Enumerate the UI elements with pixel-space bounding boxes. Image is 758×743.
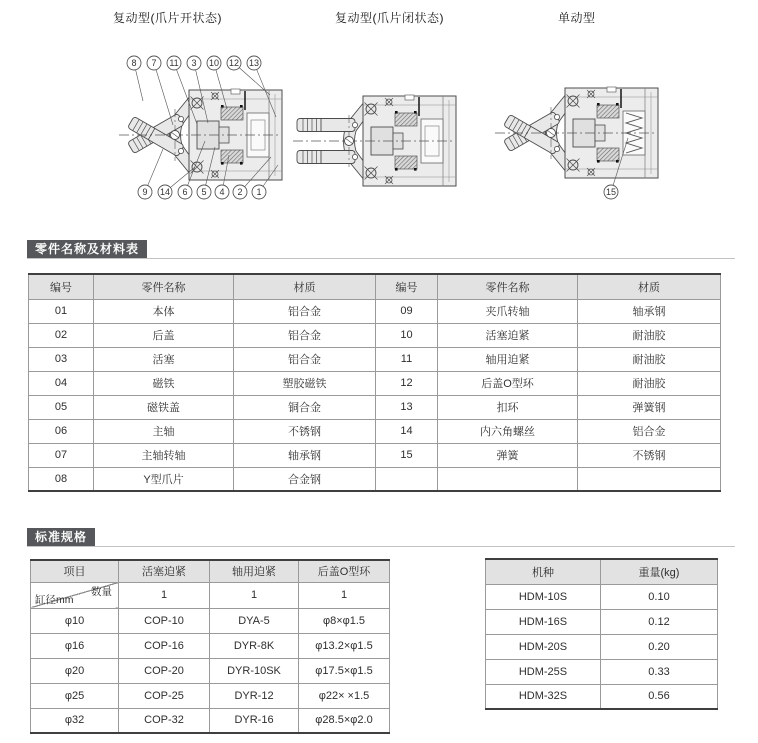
parts-table-cell: 06 xyxy=(29,419,94,443)
gripper-diagram-single-acting xyxy=(490,66,675,211)
parts-table-cell: 合金钢 xyxy=(234,467,376,491)
parts-table-cell: 主轴转轴 xyxy=(94,443,234,467)
parts-table-cell: 12 xyxy=(376,371,438,395)
callout-marker-label: 3 xyxy=(191,58,197,68)
section-rule xyxy=(27,546,735,547)
spec-table-header-cell: 活塞迫紧 xyxy=(119,560,210,582)
spec-table-cell: φ10 xyxy=(31,608,119,633)
spec-table-cell: DYR-8K xyxy=(210,633,299,658)
weight-table-cell: HDM-10S xyxy=(486,584,601,609)
spec-table-cell: DYR-10SK xyxy=(210,658,299,683)
callout-marker-label: 5 xyxy=(201,187,207,197)
magnet-block xyxy=(597,148,619,161)
spec-table-qty-cell: 1 xyxy=(299,582,390,608)
diagram-title-double-open: 复动型(爪片开状态) xyxy=(113,11,222,25)
parts-table-cell: 05 xyxy=(29,395,94,419)
parts-table-header-cell: 编号 xyxy=(376,274,438,299)
parts-table-cell: 14 xyxy=(376,419,438,443)
parts-table-cell: 耐油胶 xyxy=(578,347,721,371)
parts-table-header-cell: 编号 xyxy=(29,274,94,299)
parts-table-cell: 铝合金 xyxy=(234,347,376,371)
weight-table-cell: 0.12 xyxy=(601,609,718,634)
parts-table-cell: 不锈钢 xyxy=(578,443,721,467)
weight-table-cell: HDM-32S xyxy=(486,684,601,709)
parts-table-cell: 08 xyxy=(29,467,94,491)
spec-table-qty-cell: 1 xyxy=(210,582,299,608)
callout-marker-label: 10 xyxy=(208,58,220,68)
callout-marker-label: 9 xyxy=(142,187,148,197)
spec-table-cell: COP-20 xyxy=(119,658,210,683)
parts-table-cell: 铝合金 xyxy=(578,419,721,443)
gripper-diagram-double-acting-closed xyxy=(295,78,485,203)
spec-table-header-cell: 后盖O型环 xyxy=(299,560,390,582)
parts-table-cell: 轴用迫紧 xyxy=(438,347,578,371)
magnet-block xyxy=(597,105,619,118)
diagram-title-single: 单动型 xyxy=(558,11,596,25)
parts-table-cell: 03 xyxy=(29,347,94,371)
parts-table-cell: 磁铁 xyxy=(94,371,234,395)
parts-table-cell: 01 xyxy=(29,299,94,323)
spec-table-header-cell: 轴用迫紧 xyxy=(210,560,299,582)
parts-table-cell xyxy=(376,467,438,491)
parts-materials-table xyxy=(28,273,721,492)
spec-table-diagonal-cell xyxy=(31,582,119,608)
spec-table-cell: COP-10 xyxy=(119,608,210,633)
weight-table-cell: HDM-20S xyxy=(486,634,601,659)
gripper-diagram-double-acting-open xyxy=(107,45,307,210)
weight-table-cell: HDM-16S xyxy=(486,609,601,634)
diagonal-label-quantity: 数量 xyxy=(91,585,112,598)
parts-table-cell: 弹簧 xyxy=(438,443,578,467)
weight-table-cell: 0.10 xyxy=(601,584,718,609)
parts-table-cell: 扣环 xyxy=(438,395,578,419)
spec-table-cell: φ17.5×φ1.5 xyxy=(299,658,390,683)
parts-table-cell: 内六角螺丝 xyxy=(438,419,578,443)
spec-table-cell: φ22× ×1.5 xyxy=(299,683,390,708)
parts-table-cell: 夹爪转轴 xyxy=(438,299,578,323)
spec-table-cell: φ25 xyxy=(31,683,119,708)
parts-table-cell: 后盖 xyxy=(94,323,234,347)
parts-table-cell: 02 xyxy=(29,323,94,347)
magnet-block xyxy=(395,156,417,169)
section-header-parts-materials: 零件名称及材料表 xyxy=(27,240,147,259)
spec-table-cell: DYR-16 xyxy=(210,708,299,733)
parts-table-cell: 13 xyxy=(376,395,438,419)
magnet-block xyxy=(395,113,417,126)
callout-marker-label: 12 xyxy=(228,58,240,68)
parts-table-cell: 活塞 xyxy=(94,347,234,371)
parts-table-cell: 铝合金 xyxy=(234,323,376,347)
parts-table-cell: 15 xyxy=(376,443,438,467)
callout-marker-label: 14 xyxy=(159,187,171,197)
parts-table-cell: 活塞迫紧 xyxy=(438,323,578,347)
parts-table-header-cell: 材质 xyxy=(578,274,721,299)
spec-table-header-cell: 项目 xyxy=(31,560,119,582)
diagonal-label-bore: 缸径mm xyxy=(35,593,74,606)
parts-table-header-cell: 零件名称 xyxy=(94,274,234,299)
spec-table-cell: COP-32 xyxy=(119,708,210,733)
parts-table-header-cell: 材质 xyxy=(234,274,376,299)
parts-table-cell: 铝合金 xyxy=(234,299,376,323)
diagram-title-double-closed: 复动型(爪片闭状态) xyxy=(335,11,444,25)
parts-table-cell: 铜合金 xyxy=(234,395,376,419)
callout-marker-label: 1 xyxy=(256,187,262,197)
callout-marker-label: 7 xyxy=(151,58,157,68)
spec-table-cell: COP-16 xyxy=(119,633,210,658)
weight-table-header-cell: 重量(kg) xyxy=(601,559,718,584)
parts-table-cell: 07 xyxy=(29,443,94,467)
section-header-standard-spec: 标准规格 xyxy=(27,528,95,547)
magnet-block xyxy=(221,150,243,163)
parts-table-cell: 耐油胶 xyxy=(578,323,721,347)
weight-table-cell: 0.20 xyxy=(601,634,718,659)
callout-marker-label: 2 xyxy=(237,187,243,197)
parts-table-cell: 本体 xyxy=(94,299,234,323)
spec-table-cell: DYA-5 xyxy=(210,608,299,633)
parts-table-cell: Y型爪片 xyxy=(94,467,234,491)
spec-table-cell: φ16 xyxy=(31,633,119,658)
magnet-block xyxy=(221,107,243,120)
parts-table-cell: 10 xyxy=(376,323,438,347)
spec-table-cell: φ8×φ1.5 xyxy=(299,608,390,633)
parts-table-cell: 耐油胶 xyxy=(578,371,721,395)
callout-marker-label: 8 xyxy=(131,58,137,68)
parts-table-cell: 塑胶磁铁 xyxy=(234,371,376,395)
parts-table-cell xyxy=(578,467,721,491)
weight-table-header-cell: 机种 xyxy=(486,559,601,584)
weight-table-cell: 0.56 xyxy=(601,684,718,709)
parts-table-cell: 11 xyxy=(376,347,438,371)
claw-finger xyxy=(297,151,358,164)
spec-table-cell: φ13.2×φ1.5 xyxy=(299,633,390,658)
callout-marker-label: 4 xyxy=(219,187,225,197)
callout-marker-label: 13 xyxy=(248,58,260,68)
parts-table-cell: 磁铁盖 xyxy=(94,395,234,419)
spec-table-cell: DYR-12 xyxy=(210,683,299,708)
parts-table-cell: 后盖O型环 xyxy=(438,371,578,395)
parts-table-cell: 04 xyxy=(29,371,94,395)
parts-table-cell: 轴承钢 xyxy=(234,443,376,467)
spec-table-cell: φ32 xyxy=(31,708,119,733)
parts-table-cell xyxy=(438,467,578,491)
callout-marker-label: 15 xyxy=(605,187,617,197)
parts-table-cell: 不锈钢 xyxy=(234,419,376,443)
weight-table-cell: HDM-25S xyxy=(486,659,601,684)
section-rule xyxy=(27,258,735,259)
standard-spec-table xyxy=(30,559,390,734)
spec-table-qty-cell: 1 xyxy=(119,582,210,608)
spec-table-cell: φ28.5×φ2.0 xyxy=(299,708,390,733)
parts-table-cell: 09 xyxy=(376,299,438,323)
weight-table-cell: 0.33 xyxy=(601,659,718,684)
parts-table-cell: 轴承钢 xyxy=(578,299,721,323)
parts-table-cell: 主轴 xyxy=(94,419,234,443)
callout-marker-label: 11 xyxy=(169,58,179,68)
callout-marker-label: 6 xyxy=(182,187,188,197)
parts-table-header-cell: 零件名称 xyxy=(438,274,578,299)
spec-table-cell: φ20 xyxy=(31,658,119,683)
model-weight-table xyxy=(485,558,718,710)
claw-finger xyxy=(297,119,358,132)
spec-table-cell: COP-25 xyxy=(119,683,210,708)
parts-table-cell: 弹簧钢 xyxy=(578,395,721,419)
